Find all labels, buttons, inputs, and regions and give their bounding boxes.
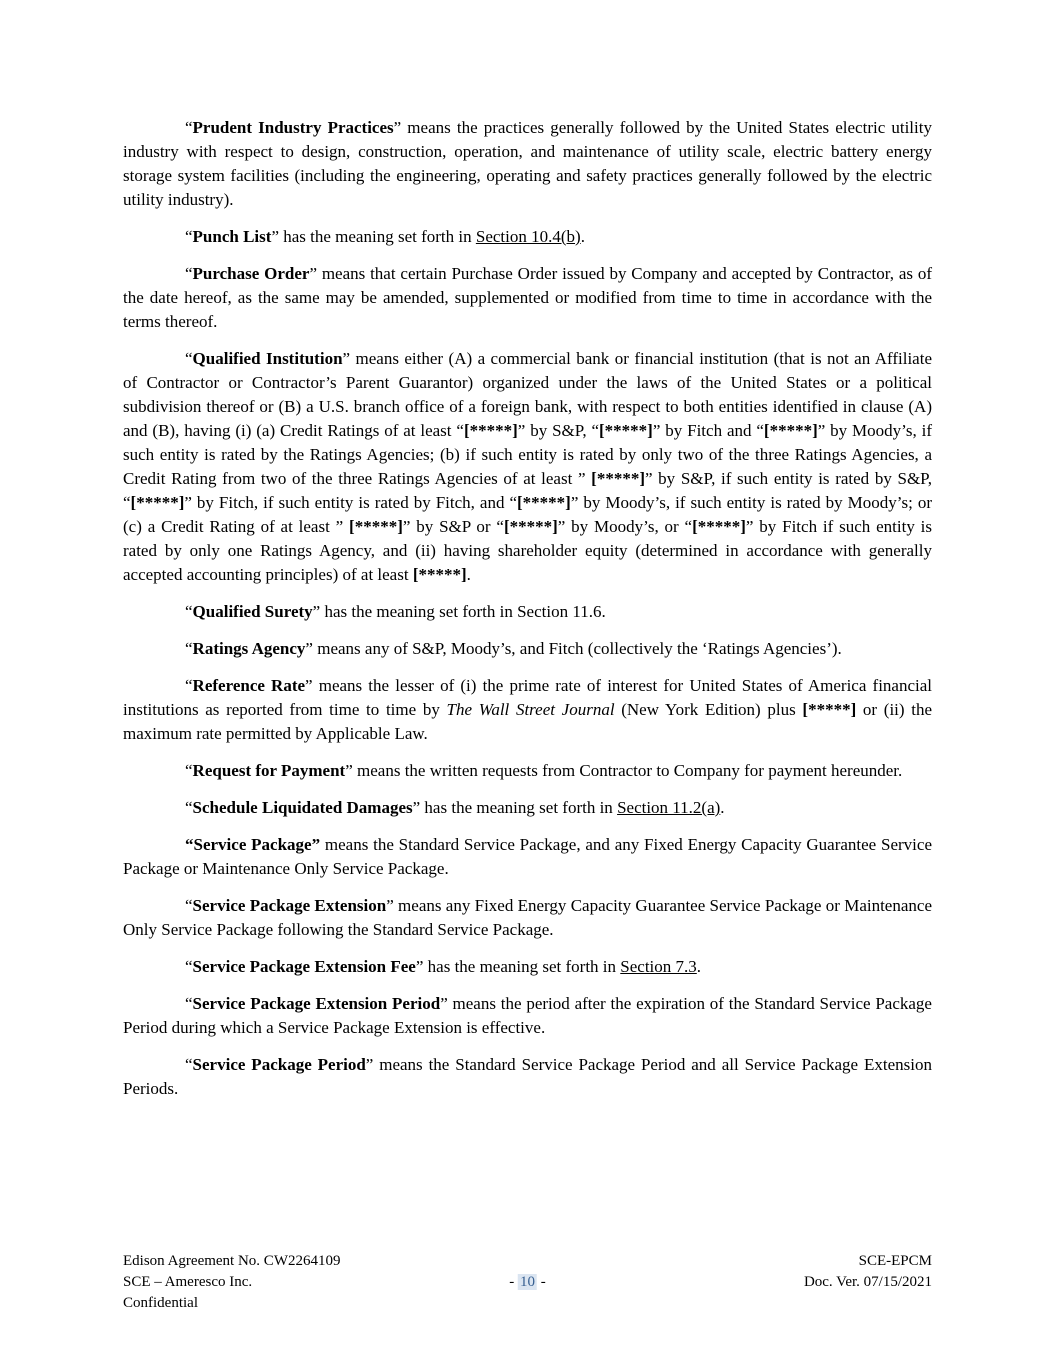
- defined-term: Service Package Extension Period: [192, 994, 441, 1013]
- page-number-prefix: -: [509, 1274, 518, 1290]
- paragraph: [123, 347, 932, 587]
- text-run: .: [696, 957, 702, 976]
- paragraph: [123, 1053, 932, 1101]
- defined-term: Service Package Extension Fee: [192, 957, 416, 976]
- text-run: ” has the meaning set forth in: [271, 227, 476, 246]
- defined-term: Purchase Order: [192, 264, 310, 283]
- defined-term: Ratings Agency: [192, 639, 306, 658]
- defined-term: [*****]: [412, 565, 467, 584]
- defined-term: [*****]: [517, 493, 571, 512]
- text-run: ” means the written requests from Contractor to Company for payment hereunder.: [345, 761, 903, 780]
- document-body: [123, 116, 932, 1114]
- defined-term: Service Package Period: [192, 1055, 366, 1074]
- text-run: “: [185, 994, 193, 1013]
- text-run: ” by Moody’s, if such entity is rated by Moody’s; or (c) a Credit Rating of at least ”: [123, 493, 932, 536]
- defined-term: Prudent Industry Practices: [192, 118, 394, 137]
- text-run: ” means the lesser of (i) the prime rate of interest for United States of America financial institutions as reported from time to time by: [123, 676, 933, 719]
- paragraph: [123, 116, 932, 212]
- text-run: “: [185, 602, 193, 621]
- paragraph: [123, 225, 932, 249]
- text-run: The Wall Street Journal: [446, 700, 615, 719]
- text-run: “: [185, 957, 193, 976]
- defined-term: Service Package Extension: [192, 896, 387, 915]
- paragraph: [123, 674, 932, 746]
- footer-right: [804, 1251, 932, 1293]
- paragraph: [123, 992, 932, 1040]
- text-run: ” by S&P, “: [517, 421, 599, 440]
- text-run: .: [580, 227, 585, 246]
- text-run: ” means any of S&P, Moody’s, and Fitch (collectively the ‘Ratings Agencies’).: [305, 639, 842, 658]
- section-reference: Section 11.2(a): [617, 798, 721, 817]
- section-reference: Section 7.3: [620, 957, 697, 976]
- text-run: ” has the meaning set forth in: [412, 798, 618, 817]
- text-run: ” by Fitch, if such entity is rated by Fitch, and “: [184, 493, 517, 512]
- defined-term: “Service Package”: [185, 835, 321, 854]
- text-run: “: [185, 896, 193, 915]
- text-run: (New York Edition) plus: [614, 700, 803, 719]
- page-number: [509, 1272, 546, 1293]
- defined-term: [*****]: [599, 421, 653, 440]
- text-run: ” by Moody’s, or “: [557, 517, 693, 536]
- text-run: “: [185, 1055, 193, 1074]
- paragraph: [123, 955, 932, 979]
- text-run: ” has the meaning set forth in Section 11.6.: [312, 602, 606, 621]
- defined-term: [*****]: [591, 469, 645, 488]
- text-run: .: [720, 798, 725, 817]
- defined-term: Punch List: [192, 227, 272, 246]
- defined-term: Reference Rate: [192, 676, 306, 695]
- paragraph: [123, 262, 932, 334]
- paragraph: [123, 637, 932, 661]
- section-reference: Section 10.4(b): [475, 227, 581, 246]
- defined-term: Qualified Institution: [192, 349, 343, 368]
- text-run: ” by Fitch and “: [652, 421, 764, 440]
- text-run: “: [185, 798, 193, 817]
- text-run: ” means any Fixed Energy Capacity Guarantee Service Package or Maintenance Only Service Package following the Standard Service Package.: [123, 896, 932, 939]
- text-run: ” means the practices generally followed by the United States electric utility industry with respect to design, construction, operation, and maintenance of utility scale, electric battery energy storage system facilities (including the engineering, operating and safety practices generally followed by the electric utility industry).: [123, 118, 932, 209]
- footer-line: Edison Agreement No. CW2264109: [123, 1253, 341, 1269]
- paragraph: [123, 600, 932, 624]
- defined-term: [*****]: [463, 421, 518, 440]
- text-run: ” by S&P, if such entity is rated by S&P, “: [123, 469, 932, 512]
- paragraph: [123, 894, 932, 942]
- paragraph: [123, 833, 932, 881]
- text-run: “: [185, 264, 193, 283]
- defined-term: [*****]: [802, 700, 857, 719]
- text-run: “: [185, 639, 193, 658]
- footer-line: Doc. Ver. 07/15/2021: [803, 1274, 932, 1290]
- text-run: ” by Fitch if such entity is rated by only one Ratings Agency, and (ii) having shareholder equity (determined in accordance with generally accepted accounting principles) of at least: [123, 517, 932, 584]
- defined-term: Schedule Liquidated Damages: [192, 798, 413, 817]
- text-run: “: [185, 676, 193, 695]
- text-run: ” means that certain Purchase Order issued by Company and accepted by Contractor, as of the date hereof, as the same may be amended, supplemented or modified from time to time in accordance with the terms thereof.: [123, 264, 932, 331]
- defined-term: [*****]: [349, 517, 403, 536]
- defined-term: [*****]: [503, 517, 558, 536]
- text-run: ” means either (A) a commercial bank or financial institution (that is not an Affiliate of Contractor or Contractor’s Parent Guarantor) organized under the laws of the United States or a political subdivision thereof or (B) a U.S. branch office of a foreign bank, with respect to both entities identified in clause (A) and (B), having (i) (a) Credit Ratings of at least “: [123, 349, 932, 440]
- defined-term: [*****]: [130, 493, 185, 512]
- defined-term: Qualified Surety: [192, 602, 313, 621]
- text-run: ” by Moody’s, if such entity is rated by the Ratings Agencies; (b) if such entity is rated by only two of the three Ratings Agencies, a Credit Rating from two of the three Ratings Agencies of at least ”: [123, 421, 932, 488]
- page-number-value: 10: [520, 1274, 535, 1290]
- text-run: “: [185, 118, 193, 137]
- text-run: “: [185, 349, 193, 368]
- page-number-suffix: -: [537, 1274, 546, 1290]
- text-run: ” by S&P or “: [402, 517, 504, 536]
- text-run: .: [466, 565, 471, 584]
- text-run: ” has the meaning set forth in: [415, 957, 621, 976]
- text-run: “: [185, 227, 193, 246]
- paragraph: [123, 796, 932, 820]
- footer-line: SCE-EPCM: [858, 1253, 932, 1269]
- defined-term: Request for Payment: [192, 761, 346, 780]
- defined-term: [*****]: [763, 421, 818, 440]
- text-run: means the Standard Service Package, and any Fixed Energy Capacity Guarantee Service Package or Maintenance Only Service Package.: [123, 835, 932, 878]
- paragraph: [123, 759, 932, 783]
- text-run: ” means the Standard Service Package Period and all Service Package Extension Periods.: [123, 1055, 932, 1098]
- footer-line: SCE – Ameresco Inc.: [123, 1274, 253, 1290]
- footer-left: [123, 1251, 340, 1314]
- defined-term: [*****]: [692, 517, 746, 536]
- text-run: ” means the period after the expiration of the Standard Service Package Period during which a Service Package Extension is effective.: [123, 994, 932, 1037]
- text-run: or (ii) the maximum rate permitted by Applicable Law.: [123, 700, 933, 743]
- footer-line: Confidential: [123, 1295, 198, 1311]
- text-run: “: [185, 761, 193, 780]
